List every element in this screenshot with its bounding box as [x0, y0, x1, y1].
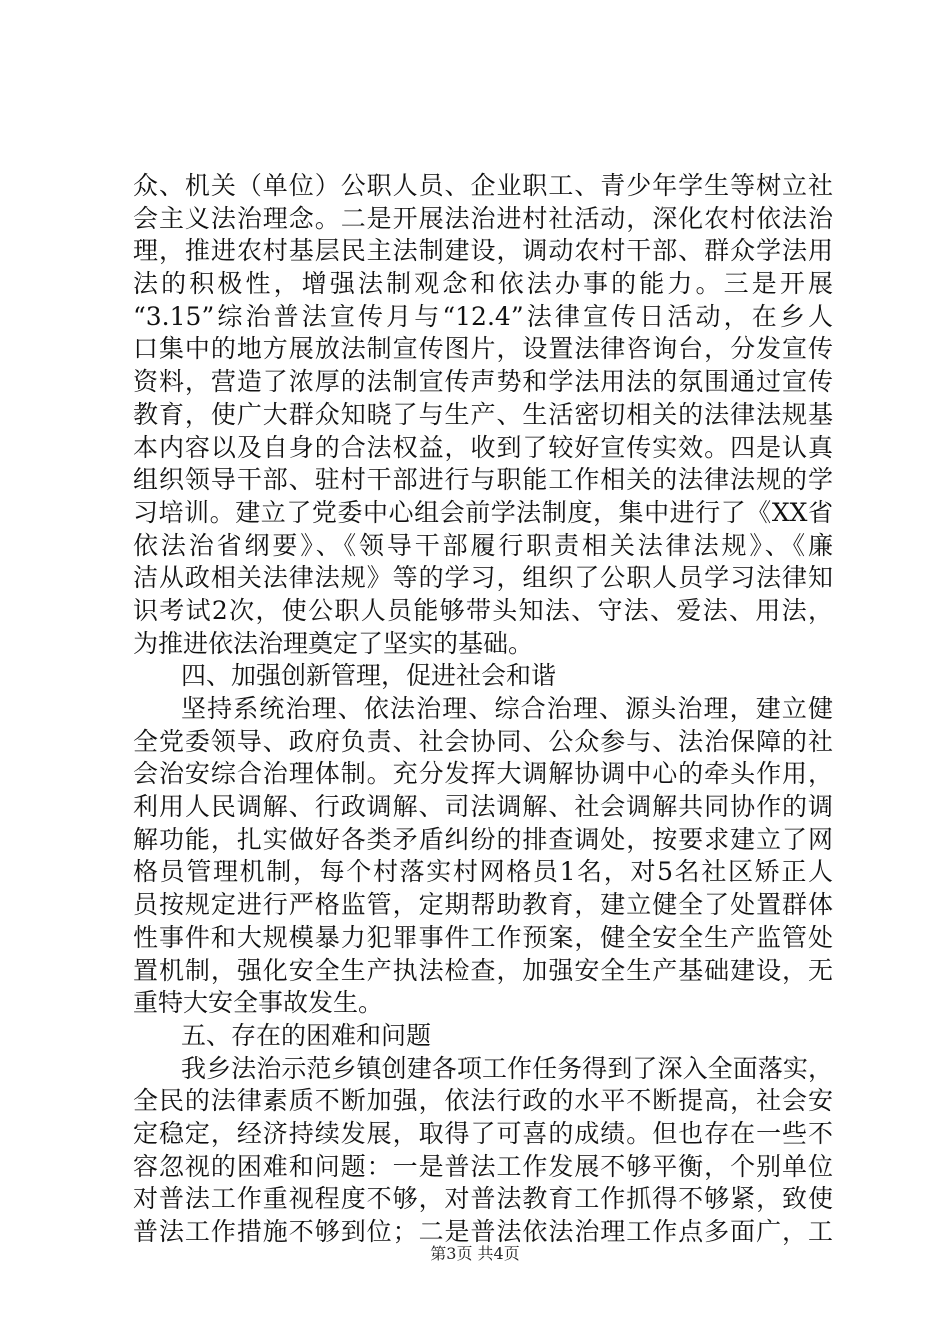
text-line: 全民的法律素质不断加强，依法行政的水平不断提高，社会安 — [133, 1086, 833, 1116]
document-body — [133, 170, 833, 1249]
text-line: 对普法工作重视程度不够，对普法教育工作抓得不够紧，致使 — [133, 1184, 833, 1214]
text-line: 重特大安全事故发生。 — [133, 988, 384, 1018]
text-line: 教育，使广大群众知晓了与生产、生活密切相关的法律法规基 — [133, 399, 833, 429]
text-line: 洁从政相关法律法规》等的学习，组织了公职人员学习法律知 — [133, 563, 833, 593]
text-line: 格员管理机制，每个村落实村网格员1名，对5名社区矫正人 — [133, 857, 833, 887]
page-footer: 第3页 共4页 — [430, 1244, 520, 1263]
text-line: 依法治省纲要》、《领导干部履行职责相关法律法规》、《廉 — [133, 530, 833, 560]
text-line: 全党委领导、政府负责、社会协同、公众参与、法治保障的社 — [133, 726, 833, 756]
text-line: 会治安综合治理体制。充分发挥大调解协调中心的牵头作用， — [133, 759, 833, 789]
section-heading: 四、加强创新管理，促进社会和谐 — [181, 661, 557, 691]
text-line: 我乡法治示范乡镇创建各项工作任务得到了深入全面落实， — [181, 1053, 833, 1083]
section-heading: 五、存在的困难和问题 — [181, 1020, 432, 1050]
text-line: 员按规定进行严格监管，定期帮助教育，建立健全了处置群体 — [133, 890, 833, 920]
text-line: 容忽视的困难和问题：一是普法工作发展不够平衡，个别单位 — [133, 1151, 833, 1181]
text-line: 口集中的地方展放法制宣传图片，设置法律咨询台，分发宣传 — [133, 334, 833, 364]
text-line: 组织领导干部、驻村干部进行与职能工作相关的法律法规的学 — [133, 465, 833, 495]
text-line: 解功能，扎实做好各类矛盾纠纷的排查调处，按要求建立了网 — [133, 824, 833, 854]
text-line: 识考试2次，使公职人员能够带头知法、守法、爱法、用法， — [133, 595, 833, 625]
text-line: 法的积极性，增强法制观念和依法办事的能力。三是开展 — [133, 269, 833, 299]
text-line: 普法工作措施不够到位；二是普法依法治理工作点多面广，工 — [133, 1217, 833, 1246]
text-line: “3.15”综治普法宣传月与“12.4”法律宣传日活动，在乡人 — [133, 301, 833, 331]
text-line: 本内容以及自身的合法权益，收到了较好宣传实效。四是认真 — [133, 432, 833, 462]
text-line: 众、机关（单位）公职人员、企业职工、青少年学生等树立社 — [133, 171, 833, 200]
text-line: 利用人民调解、行政调解、司法调解、社会调解共同协作的调 — [133, 792, 833, 822]
text-line: 资料，营造了浓厚的法制宣传声势和学法用法的氛围通过宣传 — [133, 367, 833, 397]
text-line: 坚持系统治理、依法治理、综合治理、源头治理，建立健 — [181, 694, 833, 723]
text-line: 定稳定，经济持续发展，取得了可喜的成绩。但也存在一些不 — [133, 1118, 833, 1148]
text-line: 性事件和大规模暴力犯罪事件工作预案，健全安全生产监管处 — [133, 922, 833, 952]
text-line: 习培训。建立了党委中心组会前学法制度，集中进行了《XX省 — [133, 497, 833, 527]
text-line: 会主义法治理念。二是开展法治进村社活动，深化农村依法治 — [133, 203, 833, 233]
text-line: 为推进依法治理奠定了坚实的基础。 — [133, 628, 534, 658]
text-line: 置机制，强化安全生产执法检查，加强安全生产基础建设，无 — [133, 955, 833, 985]
text-line: 理，推进农村基层民主法制建设，调动农村干部、群众学法用 — [133, 236, 833, 266]
